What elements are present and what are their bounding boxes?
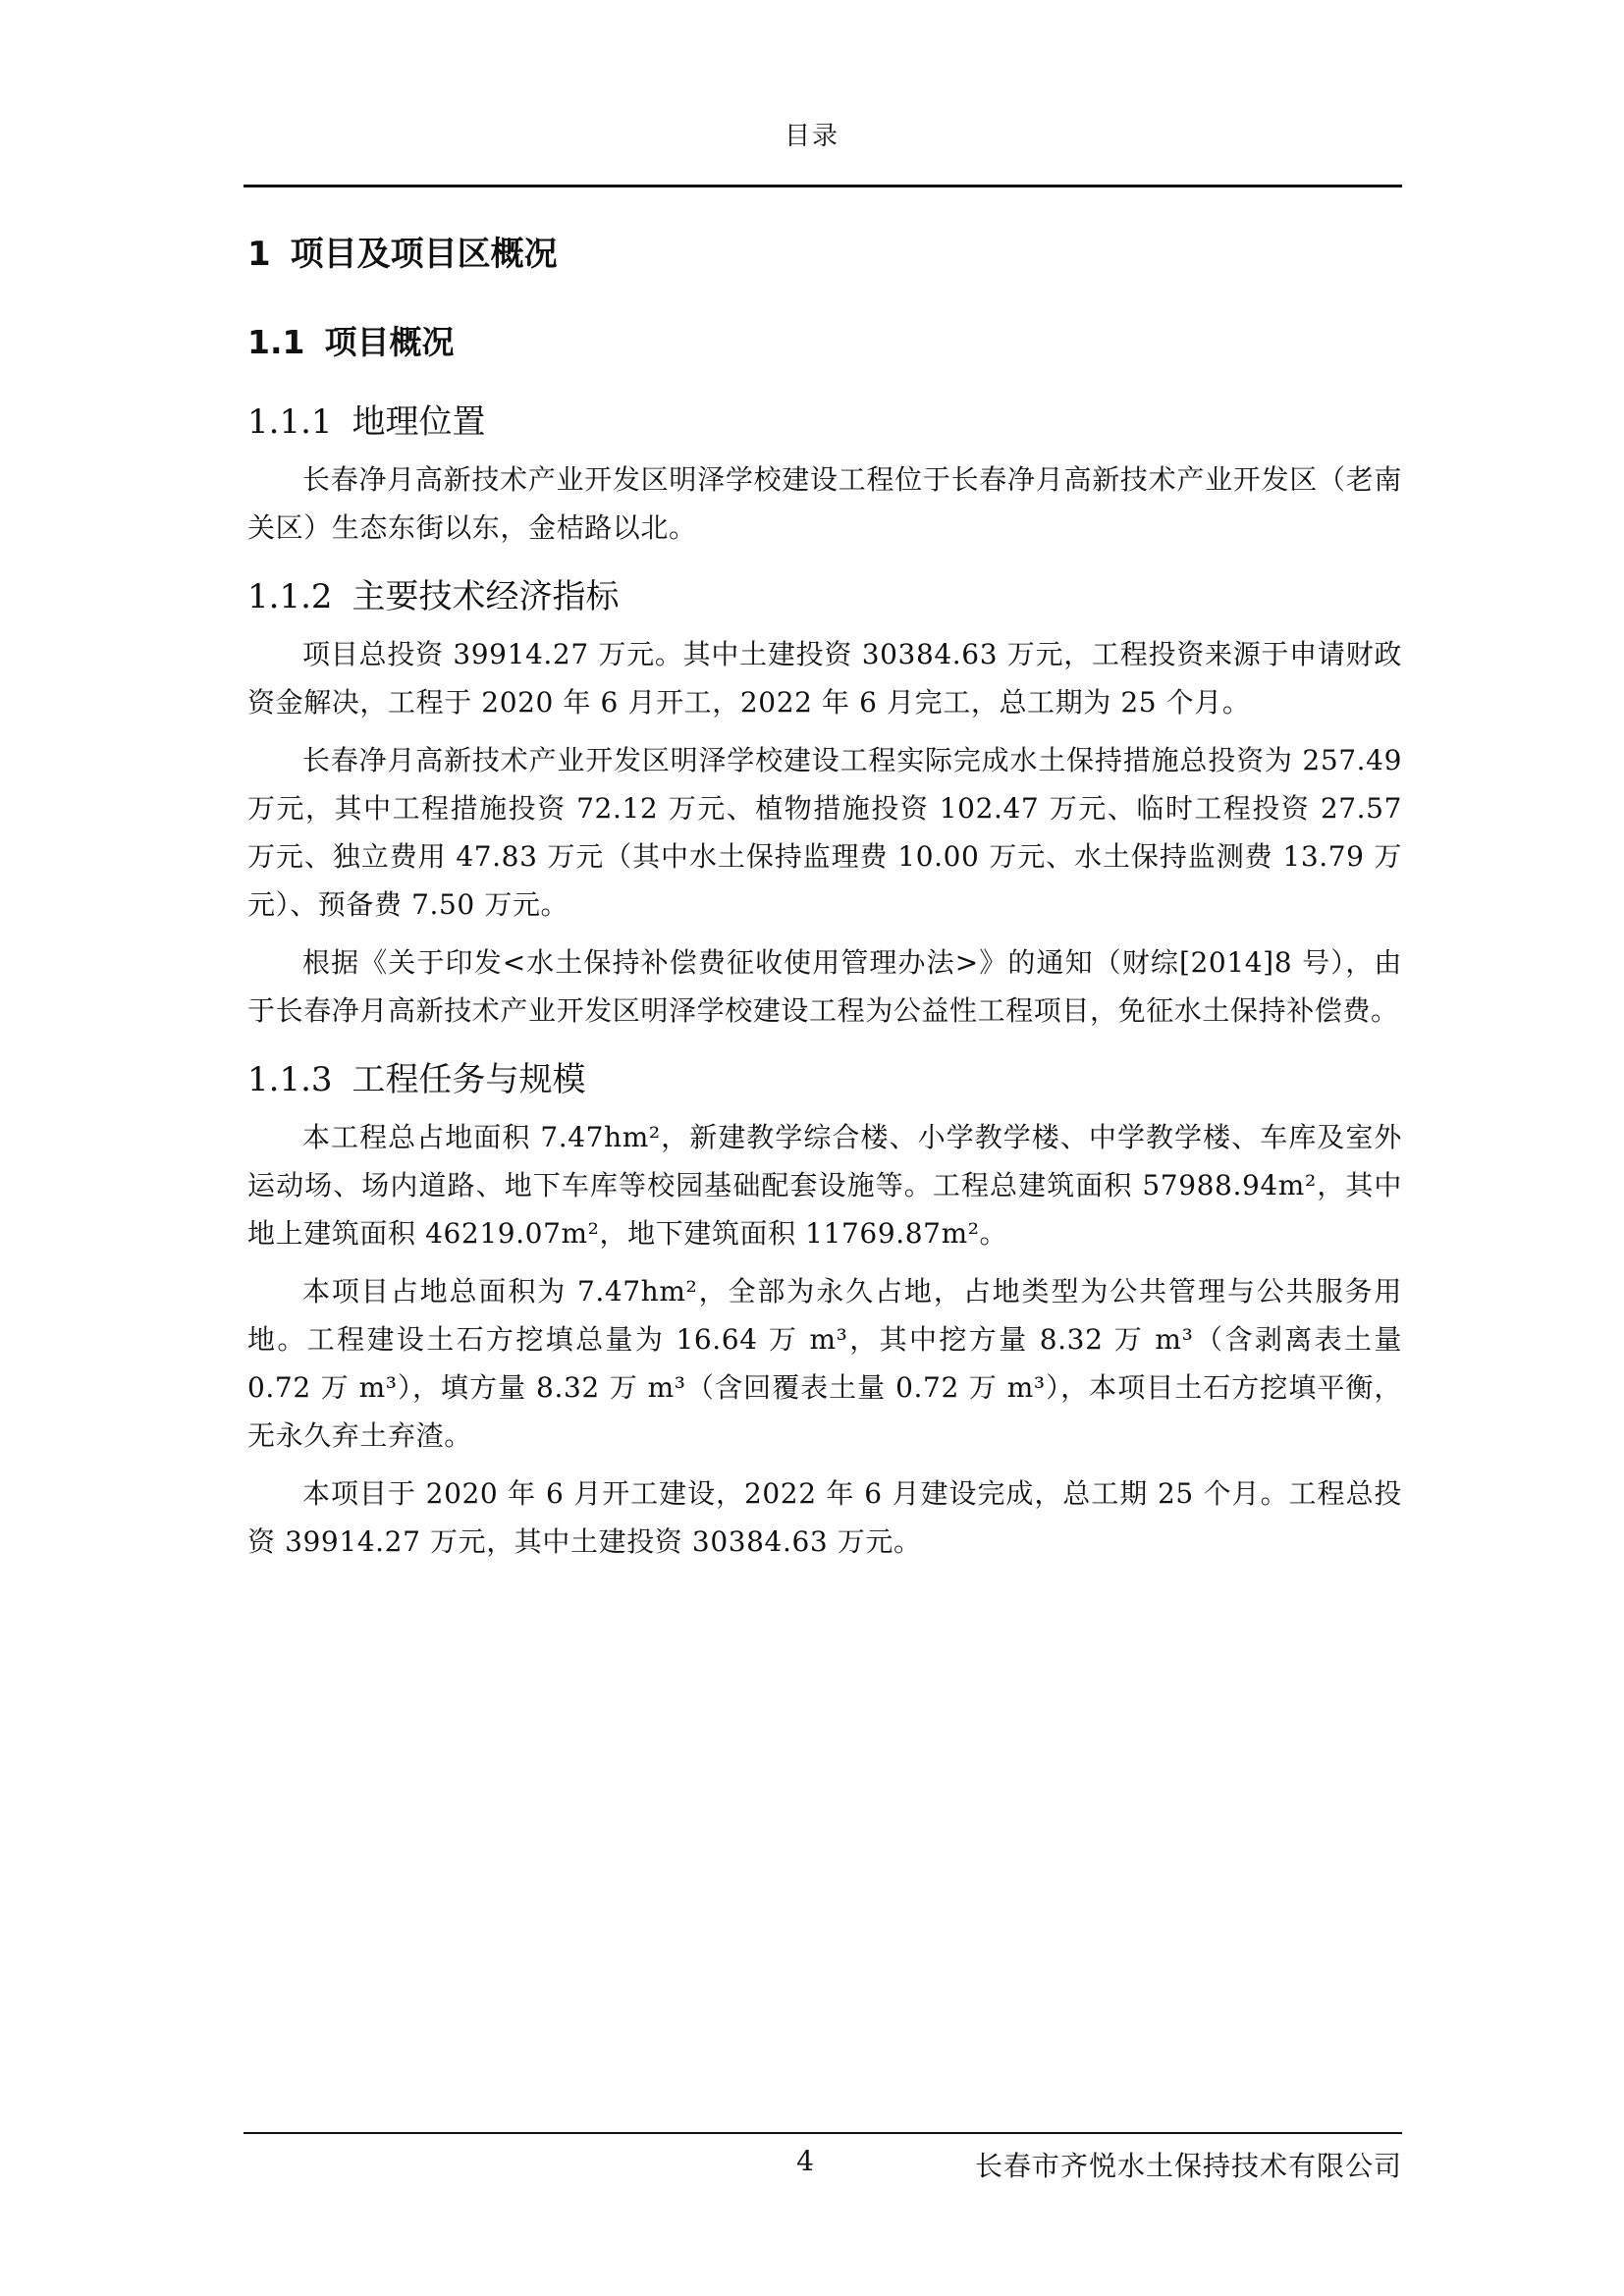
paragraph: 项目总投资 39914.27 万元。其中土建投资 30384.63 万元，工程投资来源于申请财政资金解决，工程于 2020 年 6 月开工，2022 年 6 月完工，总工期为 25 个月。 [247,638,1402,719]
subsection-heading-scale [247,1046,1402,1113]
section-title: 项目概况 [324,323,455,361]
page-content [247,206,1402,1566]
paragraph: 本项目占地总面积为 7.47hm²，全部为永久占地，占地类型为公共管理与公共服务用地。工程建设土石方挖填总量为 16.64 万 m³，其中挖方量 8.32 万 m³（含剥离表土量 0.72 万 m³），填方量 8.32 万 m³（含回覆表土量 0.72 万 m³），本项目土石方挖填平衡，无永久弃土弃渣。 [247,1275,1402,1452]
paragraph: 长春净月高新技术产业开发区明泽学校建设工程位于长春净月高新技术产业开发区（老南关区）生态东街以东，金桔路以北。 [247,463,1402,544]
subsection-number: 1.1.3 [247,1060,333,1099]
subsection-title: 工程任务与规模 [352,1060,586,1099]
subsection-number: 1.1.2 [247,577,333,616]
page-header-title: 目录 [784,122,839,151]
chapter-number: 1 [247,235,271,274]
header-divider [244,185,1402,187]
subsection-title: 地理位置 [352,402,486,442]
chapter-heading [247,220,1402,289]
paragraph: 本工程总占地面积 7.47hm²，新建教学综合楼、小学教学楼、中学教学楼、车库及室外运动场、场内道路、地下车库等校园基础配套设施等。工程总建筑面积 57988.94m²，其中地上建筑面积 46219.07m²，地下建筑面积 11769.87m²。 [247,1121,1402,1250]
subsection-title: 主要技术经济指标 [352,577,620,616]
section-number: 1.1 [247,323,305,361]
page-number: 4 [796,2145,814,2177]
subsection-number: 1.1.1 [247,402,333,442]
subsection-heading-indicators [247,563,1402,630]
paragraph: 本项目于 2020 年 6 月开工建设，2022 年 6 月建设完成，总工期 25 个月。工程总投资 39914.27 万元，其中土建投资 30384.63 万元。 [247,1477,1402,1558]
paragraph: 长春净月高新技术产业开发区明泽学校建设工程实际完成水土保持措施总投资为 257.49 万元，其中工程措施投资 72.12 万元、植物措施投资 102.47 万元、临时工程投资 27.57 万元、独立费用 47.83 万元（其中水土保持监理费 10.00 万元、水土保持监测费 13.79 万元）、预备费 7.50 万元。 [247,744,1402,921]
paragraph: 根据《关于印发<水土保持补偿费征收使用管理办法>》的通知（财综[2014]8 号），由于长春净月高新技术产业开发区明泽学校建设工程为公益性工程项目，免征水土保持补偿费。 [247,946,1402,1027]
subsection-heading-location [247,389,1402,455]
section-heading [247,308,1402,377]
footer-company-name: 长春市齐悦水土保持技术有限公司 [974,2150,1402,2182]
chapter-title: 项目及项目区概况 [290,235,558,274]
footer-divider [244,2132,1402,2134]
